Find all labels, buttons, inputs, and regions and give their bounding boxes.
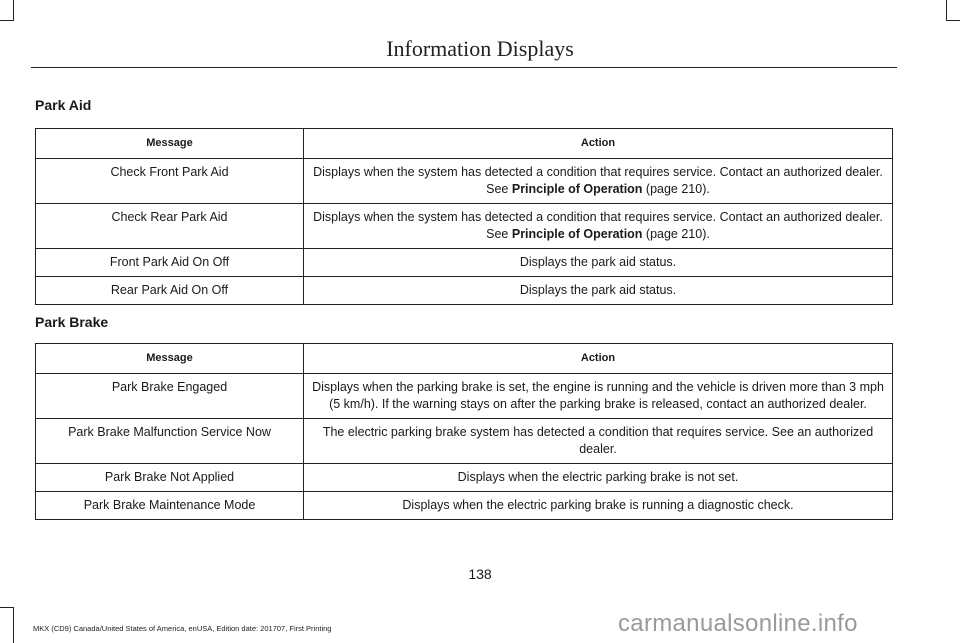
message-cell: Check Rear Park Aid — [36, 204, 304, 249]
action-cell — [304, 204, 893, 249]
page-number: 138 — [468, 566, 492, 582]
crop-mark-bottom-left-h — [0, 607, 14, 608]
cross-reference-link[interactable]: Principle of Operation — [511, 182, 643, 196]
crop-mark-top-left-v — [13, 0, 14, 21]
table-row — [36, 204, 893, 249]
crop-mark-top-right-v — [946, 0, 947, 21]
column-header-action: Action — [304, 129, 893, 159]
page-reference: (page 210). — [642, 227, 710, 241]
section-heading-park-aid: Park Aid — [35, 97, 92, 113]
section-heading-park-brake: Park Brake — [35, 314, 109, 330]
park-brake-table — [35, 343, 893, 520]
page-title: Information Displays — [386, 36, 574, 61]
table-header-row — [36, 129, 893, 159]
message-cell: Rear Park Aid On Off — [36, 277, 304, 305]
table-row — [36, 249, 893, 277]
action-cell: Displays the park aid status. — [304, 277, 893, 305]
action-cell: Displays when the parking brake is set, the engine is running and the vehicle is driven more than 3 mph (5 km/h). If the warning stays on after the parking brake is released, contact an authorized dealer. — [304, 374, 893, 419]
table-row — [36, 464, 893, 492]
page-reference: (page 210). — [642, 182, 710, 196]
crop-mark-top-right-h — [946, 20, 960, 21]
table-row — [36, 277, 893, 305]
action-cell — [304, 159, 893, 204]
park-aid-table — [35, 128, 893, 305]
action-cell: Displays the park aid status. — [304, 249, 893, 277]
table-row — [36, 374, 893, 419]
crop-mark-top-left-h — [0, 20, 14, 21]
message-cell: Park Brake Not Applied — [36, 464, 304, 492]
table-row — [36, 419, 893, 464]
message-cell: Park Brake Malfunction Service Now — [36, 419, 304, 464]
table-header-row — [36, 344, 893, 374]
table-row — [36, 159, 893, 204]
message-cell: Front Park Aid On Off — [36, 249, 304, 277]
action-cell: The electric parking brake system has detected a condition that requires service. See an authorized dealer. — [304, 419, 893, 464]
crop-mark-bottom-left-v — [13, 607, 14, 643]
table-row — [36, 492, 893, 520]
cross-reference-link[interactable]: Principle of Operation — [511, 227, 643, 241]
message-cell: Park Brake Engaged — [36, 374, 304, 419]
action-cell: Displays when the electric parking brake is running a diagnostic check. — [304, 492, 893, 520]
column-header-message: Message — [36, 344, 304, 374]
column-header-action: Action — [304, 344, 893, 374]
action-text: Displays when the system has detected a condition that requires service. Contact an authorized dealer. See — [313, 210, 883, 241]
watermark: carmanualsonline.info — [618, 610, 858, 637]
column-header-message: Message — [36, 129, 304, 159]
action-cell: Displays when the electric parking brake is not set. — [304, 464, 893, 492]
footer-edition-info: MKX (CD9) Canada/United States of America, enUSA, Edition date: 201707, First Printing — [33, 624, 332, 633]
action-text: Displays when the system has detected a condition that requires service. Contact an authorized dealer. See — [313, 165, 883, 196]
message-cell: Park Brake Maintenance Mode — [36, 492, 304, 520]
message-cell: Check Front Park Aid — [36, 159, 304, 204]
header-rule — [31, 67, 897, 68]
